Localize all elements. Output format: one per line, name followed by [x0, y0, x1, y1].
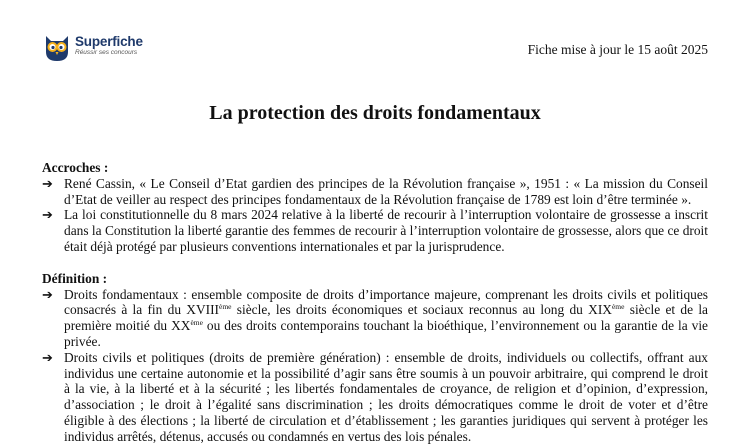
- accroche-text: La loi constitutionnelle du 8 mars 2024 relative à la liberté de recourir à l’interruption volontaire de grossesse a inscrit dans la Constitution la liberté garantie des femmes de recourir à l’interruption volontaire de grossesse, alors que ce droit était déjà protégé par plusieurs conventions internationales et par la jurisprudence.: [64, 207, 708, 254]
- brand-name: Superfiche: [75, 34, 143, 49]
- accroches-heading: Accroches :: [42, 160, 109, 175]
- page-title: La protection des droits fondamentaux: [209, 102, 541, 124]
- accroche-text: René Cassin, « Le Conseil d’Etat gardien des principes de la Révolution française », 1951 : « La mission du Conseil d’Etat de veiller au respect des principes fondamentaux de la Révolution française de 1789 est loin d’être terminée ».: [64, 175, 708, 207]
- arrow-bullet-icon: ➔: [42, 286, 53, 302]
- owl-icon: [42, 30, 72, 62]
- brand-tagline: Réussir ses concours: [75, 49, 138, 56]
- document-body: [42, 160, 708, 445]
- accroche-item: [42, 207, 708, 254]
- definition-item: [42, 287, 708, 350]
- definition-item: [42, 350, 708, 445]
- definition-heading: Définition :: [42, 270, 108, 286]
- update-date: Fiche mise à jour le 15 août 2025: [527, 42, 708, 57]
- definition-text: Droits fondamentaux : ensemble composite de droits d’importance majeure, comprenant les droits civils et politiques consacrés à la fin du XVIIIème siècle, les droits économiques et sociaux reconnus au long du XIXème siècle et de la première moitié du XXème ou des droits contemporains touchant la bioéthique, l’environnement ou la garantie de la vie privée.: [64, 286, 709, 349]
- arrow-bullet-icon: ➔: [42, 207, 53, 223]
- arrow-bullet-icon: ➔: [42, 349, 53, 365]
- superfiche-logo[interactable]: [42, 30, 143, 62]
- definition-text: Droits civils et politiques (droits de première génération) : ensemble de droits, individuels ou collectifs, offrant aux individus une certaine autonomie et la possibilité d’agir sans être soumis à un pouvoir arbitraire, qui comprend le droit à la vie, à la liberté et à la sécurité ; les libertés fondamentales de croyance, de religion et d’opinion, d’expression, d’association ; le droit à l’égalité sans discrimination ; les droits démocratiques comme le droit de voter et d’être éligible à des élections ; la liberté de circulation et d’établissement ; les garanties juridiques qui servent à protéger les individus arrêtés, détenus, accusés ou condamnés en vertus des lois pénales.: [64, 349, 708, 444]
- arrow-bullet-icon: ➔: [42, 175, 53, 191]
- accroche-item: [42, 176, 708, 208]
